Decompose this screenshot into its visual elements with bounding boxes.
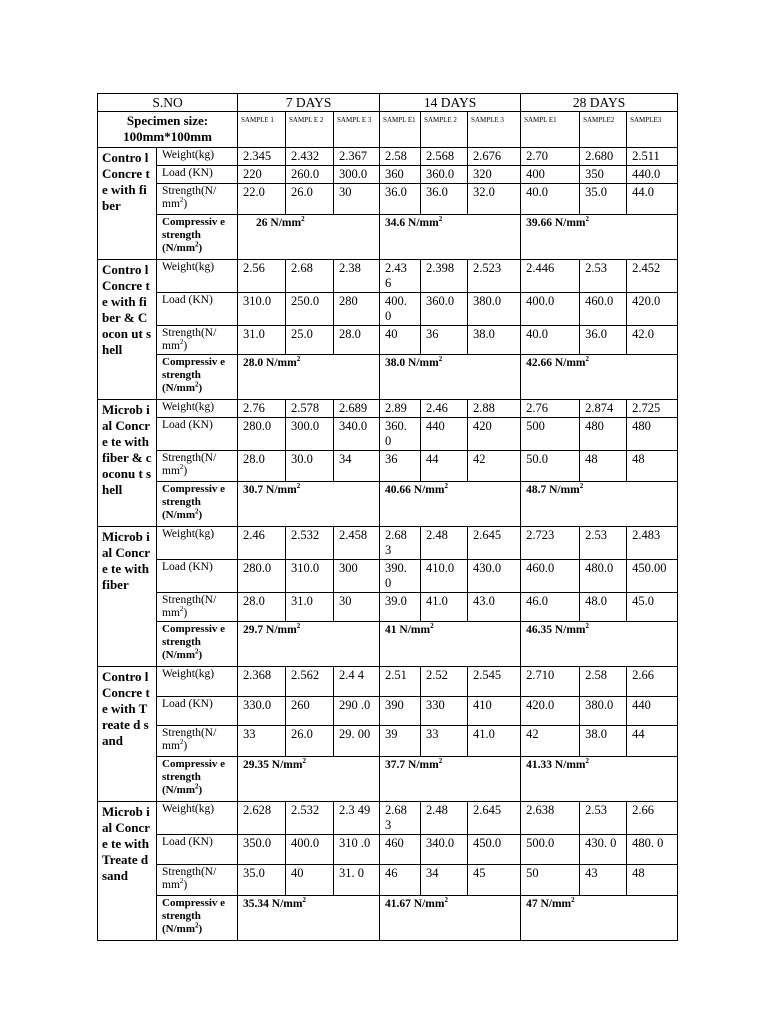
load-value: 330	[421, 697, 468, 726]
compressive-unit: N/mm	[396, 624, 431, 636]
load-value: 500.0	[521, 835, 580, 865]
strength-value: 25.0	[286, 326, 334, 355]
strength-value: 38.0	[580, 726, 627, 757]
load-value: 390	[380, 697, 421, 726]
compressive-unit: N/mm	[551, 759, 586, 771]
strength-value: 33	[238, 726, 286, 757]
weight-value: 2.446	[521, 260, 580, 293]
group-row-weight	[98, 802, 678, 835]
load-value: 310.0	[286, 560, 334, 593]
weight-value: 2.53	[580, 802, 627, 835]
group-name: Microb ial Concre te with fiber	[98, 527, 157, 667]
strength-value: 22.0	[238, 184, 286, 215]
load-label: Load (KN)	[157, 697, 238, 726]
strength-label: Strength(N/ $mm^2$)	[157, 184, 238, 215]
group-row-weight	[98, 260, 678, 293]
group-row-weight	[98, 400, 678, 418]
compressive-unit: N/mm	[267, 217, 302, 229]
sample-header: SAMPLE 3	[468, 112, 521, 148]
weight-value: 2.545	[468, 667, 521, 697]
weight-value: 2.398	[421, 260, 468, 293]
load-value: 500	[521, 418, 580, 451]
compressive-number: 47	[526, 898, 538, 910]
load-label: Load (KN)	[157, 835, 238, 865]
weight-value: 2.452	[627, 260, 678, 293]
compressive-number: 41.33	[526, 759, 552, 771]
load-value: 450.0	[468, 835, 521, 865]
weight-value: 2.76	[238, 400, 286, 418]
weight-label: Weight(kg)	[157, 802, 238, 835]
compressive-strength-label: Compressiv e strength $(N/mm^2)$	[157, 355, 238, 400]
weight-value: 2.3 49	[334, 802, 380, 835]
strength-label-text: Strength(N/ mm	[162, 452, 217, 477]
sample-header: SAMPL E 2	[286, 112, 334, 148]
header-row-days	[98, 94, 678, 112]
weight-value: 2.676	[468, 148, 521, 166]
strength-value: 40	[286, 865, 334, 896]
compressive-strength-table	[97, 93, 678, 941]
group-row-strength	[98, 726, 678, 757]
weight-value: 2.43 6	[380, 260, 421, 293]
strength-value: 44	[627, 726, 678, 757]
load-value: 360	[380, 166, 421, 184]
weight-value: 2.511	[627, 148, 678, 166]
sample-header: SAMPL E 3	[334, 112, 380, 148]
strength-label-text: Strength(N/ mm	[162, 594, 217, 619]
load-value: 430.0	[468, 560, 521, 593]
compressive-number: 40.66	[385, 484, 411, 496]
strength-value: 38.0	[468, 326, 521, 355]
strength-value: 31.0	[238, 326, 286, 355]
strength-value: 29. 00	[334, 726, 380, 757]
group-row-load	[98, 418, 678, 451]
compressive-strength-value: 34.6 $N/mm^2$	[380, 215, 521, 260]
group-name: Contro l Concre te with fiber & Cocon ut shell	[98, 260, 157, 400]
compressive-unit: N/mm	[546, 484, 580, 496]
sno-header: S.NO	[98, 94, 238, 112]
weight-value: 2.532	[286, 802, 334, 835]
group-name: Contro l Concre te with fiber	[98, 148, 157, 260]
load-value: 280.0	[238, 418, 286, 451]
weight-value: 2.58	[580, 667, 627, 697]
compressive-strength-value: 38.0 $N/mm^2$	[380, 355, 521, 400]
load-value: 460	[380, 835, 421, 865]
load-label: Load (KN)	[157, 418, 238, 451]
load-value: 450.00	[627, 560, 678, 593]
load-value: 290 .0	[334, 697, 380, 726]
weight-value: 2.645	[468, 527, 521, 560]
strength-value: 26.0	[286, 726, 334, 757]
sample-header: SAMPLE 2	[421, 112, 468, 148]
load-value: 480	[580, 418, 627, 451]
compressive-number: 37.7	[385, 759, 406, 771]
days-14-header: 14 DAYS	[380, 94, 521, 112]
weight-value: 2.4 4	[334, 667, 380, 697]
compressive-strength-label: Compressiv e strength $(N/mm^2)$	[157, 757, 238, 802]
compressive-unit: N/mm	[551, 357, 586, 369]
weight-value: 2.483	[627, 527, 678, 560]
load-value: 480. 0	[627, 835, 678, 865]
days-28-header: 28 DAYS	[521, 94, 678, 112]
group-row-weight	[98, 667, 678, 697]
load-label: Load (KN)	[157, 560, 238, 593]
sample-header: SAMPLE2	[580, 112, 627, 148]
weight-value: 2.874	[580, 400, 627, 418]
weight-value: 2.432	[286, 148, 334, 166]
strength-value: 28.0	[334, 326, 380, 355]
strength-value: 42	[468, 451, 521, 482]
group-row-load	[98, 560, 678, 593]
strength-value: 40.0	[521, 184, 580, 215]
compressive-strength-value: 29.35 $N/mm^2$	[238, 757, 380, 802]
strength-value: 36.0	[580, 326, 627, 355]
strength-value: 28.0	[238, 451, 286, 482]
compressive-unit: N/mm	[405, 357, 439, 369]
group-name: Contro l Concre te with Treate d sand	[98, 667, 157, 802]
group-row-compressive	[98, 622, 678, 667]
compressive-label-text: Compressiv e strength (N/mm	[162, 897, 226, 935]
compressive-strength-value: 41.67 $N/mm^2$	[380, 896, 521, 941]
weight-value: 2.645	[468, 802, 521, 835]
weight-value: 2.56	[238, 260, 286, 293]
load-value: 360. 0	[380, 418, 421, 451]
group-row-load	[98, 697, 678, 726]
strength-value: 36	[380, 451, 421, 482]
strength-value: 42	[521, 726, 580, 757]
weight-value: 2.46	[421, 400, 468, 418]
weight-value: 2.53	[580, 260, 627, 293]
load-value: 250.0	[286, 293, 334, 326]
strength-value: 41.0	[421, 593, 468, 622]
group-row-compressive	[98, 355, 678, 400]
group-row-strength	[98, 184, 678, 215]
compressive-strength-value: 46.35 $N/mm^2$	[521, 622, 678, 667]
strength-value: 43.0	[468, 593, 521, 622]
compressive-number: 30.7	[243, 484, 267, 496]
strength-value: 28.0	[238, 593, 286, 622]
days-7-header: 7 DAYS	[238, 94, 380, 112]
load-value: 280	[334, 293, 380, 326]
compressive-strength-label: Compressiv e strength $(N/mm^2)$	[157, 896, 238, 941]
weight-value: 2.562	[286, 667, 334, 697]
strength-label: Strength(N/ $mm^2$)	[157, 593, 238, 622]
compressive-label-text: Compressiv e strength (N/mm	[162, 216, 226, 254]
weight-value: 2.76	[521, 400, 580, 418]
load-value: 410	[468, 697, 521, 726]
strength-value: 45	[468, 865, 521, 896]
compressive-label-text: Compressiv e strength (N/mm	[162, 483, 226, 521]
compressive-strength-value: 41 $N/mm^2$	[380, 622, 521, 667]
strength-value: 31. 0	[334, 865, 380, 896]
weight-value: 2.345	[238, 148, 286, 166]
compressive-strength-label: Compressiv e strength $(N/mm^2)$	[157, 215, 238, 260]
weight-value: 2.46	[238, 527, 286, 560]
weight-value: 2.368	[238, 667, 286, 697]
load-value: 480	[627, 418, 678, 451]
weight-value: 2.89	[380, 400, 421, 418]
strength-label-text: Strength(N/ mm	[162, 727, 217, 752]
load-value: 480.0	[580, 560, 627, 593]
weight-value: 2.638	[521, 802, 580, 835]
compressive-number: 48.7	[526, 484, 547, 496]
load-value: 420.0	[521, 697, 580, 726]
weight-value: 2.367	[334, 148, 380, 166]
strength-value: 26.0	[286, 184, 334, 215]
load-value: 340.0	[334, 418, 380, 451]
weight-value: 2.66	[627, 802, 678, 835]
strength-value: 34	[421, 865, 468, 896]
compressive-number: 46.35	[526, 624, 552, 636]
load-value: 390. 0	[380, 560, 421, 593]
compressive-strength-value: 40.66 $N/mm^2$	[380, 482, 521, 527]
weight-value: 2.578	[286, 400, 334, 418]
load-value: 430. 0	[580, 835, 627, 865]
load-value: 380.0	[468, 293, 521, 326]
weight-label: Weight(kg)	[157, 667, 238, 697]
compressive-unit: N/mm	[551, 217, 586, 229]
load-value: 280.0	[238, 560, 286, 593]
compressive-unit: N/mm	[266, 484, 297, 496]
compressive-strength-label: Compressiv e strength $(N/mm^2)$	[157, 482, 238, 527]
load-value: 460.0	[521, 560, 580, 593]
group-row-compressive	[98, 482, 678, 527]
load-value: 320	[468, 166, 521, 184]
weight-label: Weight(kg)	[157, 400, 238, 418]
load-value: 420	[468, 418, 521, 451]
compressive-unit: N/mm	[551, 624, 586, 636]
weight-value: 2.458	[334, 527, 380, 560]
compressive-unit: N/mm	[268, 898, 303, 910]
weight-value: 2.48	[421, 527, 468, 560]
compressive-strength-value: 39.66 $N/mm^2$	[521, 215, 678, 260]
load-value: 340.0	[421, 835, 468, 865]
header-row-samples	[98, 112, 678, 148]
weight-value: 2.68 3	[380, 802, 421, 835]
strength-value: 32.0	[468, 184, 521, 215]
compressive-number: 41.67	[385, 898, 411, 910]
compressive-unit: N/mm	[268, 759, 303, 771]
group-row-weight	[98, 148, 678, 166]
strength-label: Strength(N/ $mm^2$)	[157, 865, 238, 896]
load-value: 410.0	[421, 560, 468, 593]
weight-value: 2.51	[380, 667, 421, 697]
weight-value: 2.532	[286, 527, 334, 560]
weight-value: 2.680	[580, 148, 627, 166]
load-label: Load (KN)	[157, 293, 238, 326]
load-value: 440.0	[627, 166, 678, 184]
load-value: 400	[521, 166, 580, 184]
compressive-strength-value: 37.7 $N/mm^2$	[380, 757, 521, 802]
weight-label: Weight(kg)	[157, 260, 238, 293]
compressive-unit: N/mm	[410, 898, 445, 910]
strength-value: 30	[334, 593, 380, 622]
compressive-number: 26	[256, 217, 268, 229]
load-value: 260	[286, 697, 334, 726]
compressive-unit: N/mm	[405, 217, 439, 229]
strength-value: 50	[521, 865, 580, 896]
group-name: Microb ial Concre te with Treate d sand	[98, 802, 157, 941]
compressive-number: 35.34	[243, 898, 269, 910]
load-value: 330.0	[238, 697, 286, 726]
sample-header: SAMPLE3	[627, 112, 678, 148]
load-value: 440	[421, 418, 468, 451]
compressive-number: 29.35	[243, 759, 269, 771]
weight-value: 2.710	[521, 667, 580, 697]
compressive-unit: N/mm	[405, 759, 439, 771]
compressive-strength-value: 29.7 $N/mm^2$	[238, 622, 380, 667]
compressive-label-text: Compressiv e strength (N/mm	[162, 356, 226, 394]
compressive-number: 38.0	[385, 357, 406, 369]
strength-value: 46	[380, 865, 421, 896]
load-value: 310.0	[238, 293, 286, 326]
load-value: 310 .0	[334, 835, 380, 865]
strength-value: 48.0	[580, 593, 627, 622]
weight-value: 2.689	[334, 400, 380, 418]
weight-value: 2.58	[380, 148, 421, 166]
weight-value: 2.70	[521, 148, 580, 166]
weight-value: 2.628	[238, 802, 286, 835]
compressive-strength-value: 47 $N/mm^2$	[521, 896, 678, 941]
weight-value: 2.53	[580, 527, 627, 560]
group-row-strength	[98, 326, 678, 355]
strength-label-text: Strength(N/ mm	[162, 327, 217, 352]
load-value: 300	[334, 560, 380, 593]
sample-header: SAMPL E1	[380, 112, 421, 148]
weight-value: 2.48	[421, 802, 468, 835]
compressive-strength-value: 26 $N/mm^2$	[238, 215, 380, 260]
strength-value: 50.0	[521, 451, 580, 482]
strength-value: 48	[580, 451, 627, 482]
compressive-strength-value: 35.34 $N/mm^2$	[238, 896, 380, 941]
weight-value: 2.725	[627, 400, 678, 418]
strength-value: 42.0	[627, 326, 678, 355]
group-row-strength	[98, 865, 678, 896]
compressive-number: 41	[385, 624, 397, 636]
load-value: 360.0	[421, 293, 468, 326]
load-value: 300.0	[286, 418, 334, 451]
group-row-load	[98, 293, 678, 326]
weight-label: Weight(kg)	[157, 148, 238, 166]
load-value: 220	[238, 166, 286, 184]
strength-value: 36	[421, 326, 468, 355]
strength-value: 34	[334, 451, 380, 482]
compressive-number: 42.66	[526, 357, 552, 369]
compressive-number: 29.7	[243, 624, 264, 636]
weight-value: 2.88	[468, 400, 521, 418]
strength-value: 33	[421, 726, 468, 757]
strength-value: 48	[627, 451, 678, 482]
group-row-load	[98, 166, 678, 184]
strength-value: 41.0	[468, 726, 521, 757]
compressive-strength-label: Compressiv e strength $(N/mm^2)$	[157, 622, 238, 667]
compressive-strength-value: 30.7 $N/mm^2$	[238, 482, 380, 527]
group-row-compressive	[98, 896, 678, 941]
load-value: 260.0	[286, 166, 334, 184]
weight-value: 2.723	[521, 527, 580, 560]
weight-value: 2.68 3	[380, 527, 421, 560]
weight-value: 2.66	[627, 667, 678, 697]
strength-value: 40.0	[521, 326, 580, 355]
strength-value: 31.0	[286, 593, 334, 622]
weight-label: Weight(kg)	[157, 527, 238, 560]
strength-value: 36.0	[380, 184, 421, 215]
compressive-unit: N/mm	[263, 357, 297, 369]
weight-value: 2.523	[468, 260, 521, 293]
strength-value: 30.0	[286, 451, 334, 482]
strength-value: 35.0	[238, 865, 286, 896]
weight-value: 2.568	[421, 148, 468, 166]
compressive-number: 39.66	[526, 217, 552, 229]
load-value: 380.0	[580, 697, 627, 726]
load-value: 300.0	[334, 166, 380, 184]
group-row-load	[98, 835, 678, 865]
load-value: 350.0	[238, 835, 286, 865]
strength-value: 35.0	[580, 184, 627, 215]
strength-label: Strength(N/ $mm^2$)	[157, 726, 238, 757]
load-value: 440	[627, 697, 678, 726]
strength-label: Strength(N/ $mm^2$)	[157, 326, 238, 355]
load-value: 420.0	[627, 293, 678, 326]
compressive-strength-value: 28.0 $N/mm^2$	[238, 355, 380, 400]
load-label: Load (KN)	[157, 166, 238, 184]
strength-value: 44.0	[627, 184, 678, 215]
strength-value: 44	[421, 451, 468, 482]
sample-header: SAMPLE 1	[238, 112, 286, 148]
strength-value: 36.0	[421, 184, 468, 215]
strength-value: 43	[580, 865, 627, 896]
group-row-strength	[98, 593, 678, 622]
compressive-strength-value: 48.7 $N/mm^2$	[521, 482, 678, 527]
compressive-unit: N/mm	[410, 484, 445, 496]
strength-label-text: Strength(N/ mm	[162, 185, 217, 210]
weight-value: 2.38	[334, 260, 380, 293]
strength-value: 40	[380, 326, 421, 355]
compressive-label-text: Compressiv e strength (N/mm	[162, 758, 226, 796]
sample-header: SAMPL E1	[521, 112, 580, 148]
weight-value: 2.52	[421, 667, 468, 697]
strength-value: 30	[334, 184, 380, 215]
compressive-label-text: Compressiv e strength (N/mm	[162, 623, 226, 661]
specimen-size-header: Specimen size: 100mm*100mm	[98, 112, 238, 148]
weight-value: 2.68	[286, 260, 334, 293]
load-value: 400.0	[521, 293, 580, 326]
strength-value: 39	[380, 726, 421, 757]
strength-value: 46.0	[521, 593, 580, 622]
strength-label-text: Strength(N/ mm	[162, 866, 217, 891]
group-name: Microb ial Concre te with fiber & coconu t shell	[98, 400, 157, 527]
load-value: 460.0	[580, 293, 627, 326]
load-value: 400.0	[286, 835, 334, 865]
group-row-compressive	[98, 215, 678, 260]
compressive-number: 34.6	[385, 217, 406, 229]
compressive-unit: N/mm	[263, 624, 297, 636]
strength-value: 48	[627, 865, 678, 896]
group-row-weight	[98, 527, 678, 560]
load-value: 360.0	[421, 166, 468, 184]
group-row-compressive	[98, 757, 678, 802]
compressive-number: 28.0	[243, 357, 264, 369]
load-value: 400. 0	[380, 293, 421, 326]
strength-value: 39.0	[380, 593, 421, 622]
compressive-strength-value: 42.66 $N/mm^2$	[521, 355, 678, 400]
load-value: 350	[580, 166, 627, 184]
compressive-unit: N/mm	[537, 898, 572, 910]
compressive-strength-value: 41.33 $N/mm^2$	[521, 757, 678, 802]
group-row-strength	[98, 451, 678, 482]
strength-value: 45.0	[627, 593, 678, 622]
strength-label: Strength(N/ $mm^2$)	[157, 451, 238, 482]
